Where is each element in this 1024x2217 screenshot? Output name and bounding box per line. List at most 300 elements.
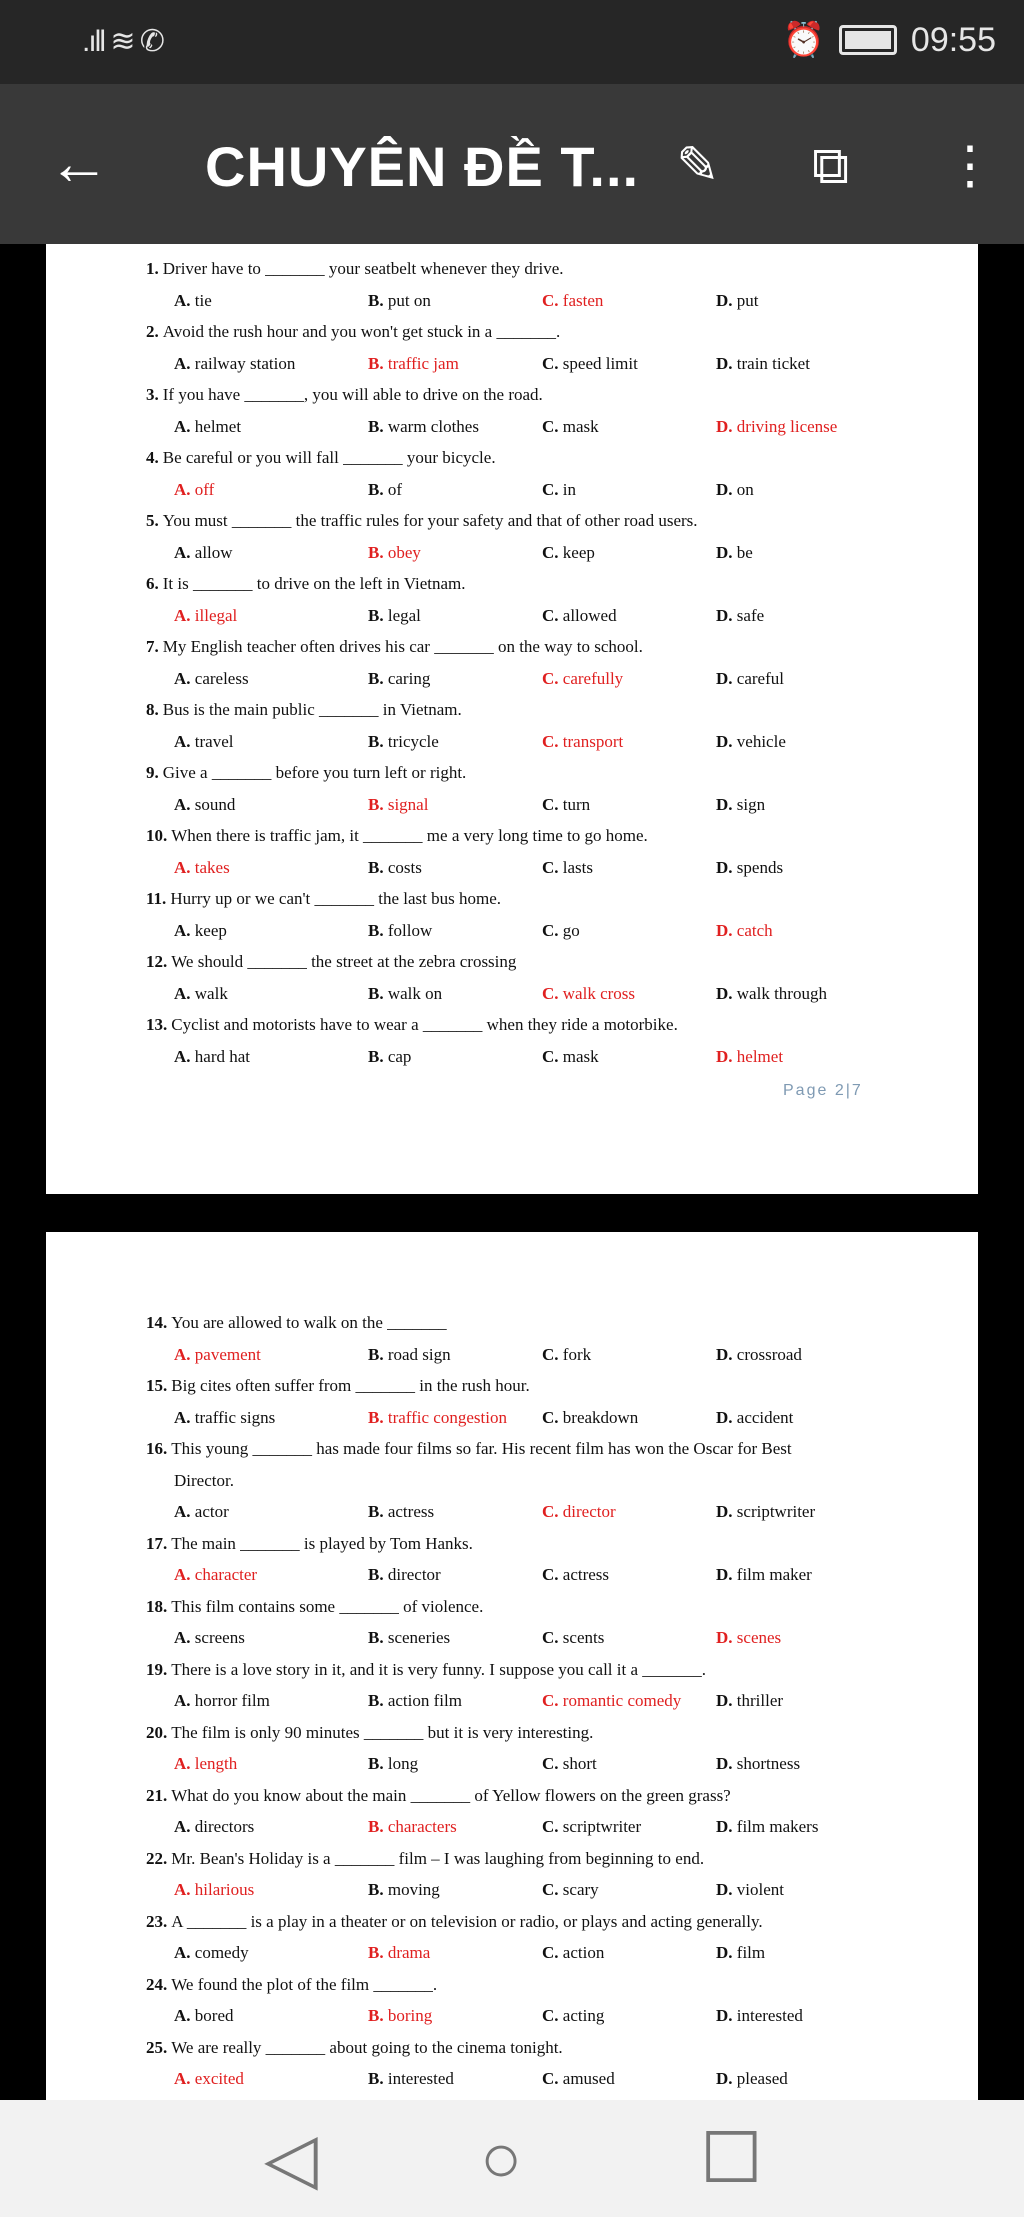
answer-option-correct — [716, 416, 837, 438]
answer-option — [174, 1816, 254, 1838]
option-text: bored — [194, 2006, 234, 2025]
question-text — [146, 384, 543, 406]
question-number: 25. — [146, 2037, 168, 2057]
answer-option — [368, 1627, 450, 1649]
option-letter: A. — [174, 857, 191, 877]
option-text: traffic jam — [387, 353, 459, 373]
question-stem: We found the plot of the film _______. — [171, 1974, 438, 1994]
answer-option-correct — [174, 1564, 257, 1586]
nav-home-icon[interactable]: ○ — [480, 2119, 523, 2197]
option-text: scriptwriter — [736, 1502, 816, 1521]
answer-option — [174, 542, 233, 564]
option-text: thriller — [736, 1691, 784, 1710]
option-text: tie — [194, 290, 212, 310]
answer-option — [716, 1564, 812, 1586]
answer-option — [716, 1942, 765, 1964]
answer-option-correct — [368, 1407, 507, 1429]
answer-option — [542, 605, 617, 627]
option-letter: B. — [368, 1880, 384, 1899]
answer-option — [716, 983, 827, 1005]
answer-option-correct — [174, 479, 214, 501]
answer-option — [542, 1879, 599, 1901]
option-text: be — [736, 542, 753, 562]
option-text: mask — [562, 1046, 599, 1066]
option-text: legal — [387, 605, 421, 625]
answer-option — [368, 731, 439, 753]
more-options-icon[interactable]: ⋮ — [944, 137, 996, 195]
option-text: drama — [387, 1943, 431, 1962]
answer-option-correct — [542, 731, 623, 753]
nav-back-icon[interactable]: ◁ — [264, 2119, 318, 2197]
option-text: breakdown — [562, 1407, 639, 1427]
answer-option — [174, 2005, 234, 2027]
option-letter: A. — [174, 1344, 191, 1364]
question-number: 6. — [146, 574, 159, 593]
question-text — [146, 1312, 447, 1334]
question-text — [146, 699, 462, 721]
option-text: walk through — [736, 983, 827, 1003]
answer-option — [716, 1879, 784, 1901]
question-stem-continued: Director. — [174, 1470, 234, 1490]
option-letter: D. — [716, 2006, 733, 2025]
option-text: traffic congestion — [387, 1407, 507, 1427]
option-letter: D. — [716, 1817, 733, 1836]
option-letter: B. — [368, 794, 384, 814]
back-arrow-icon[interactable]: ← — [48, 129, 110, 198]
question-stem: Avoid the rush hour and you won't get stuck in a _______. — [162, 322, 561, 341]
option-text: cap — [387, 1046, 412, 1066]
answer-option — [368, 668, 430, 690]
option-letter: B. — [368, 1046, 384, 1066]
question-stem: Cyclist and motorists have to wear a _______ when they ride a motorbike. — [171, 1015, 678, 1034]
option-letter: B. — [368, 1943, 384, 1962]
question-number: 24. — [146, 1974, 168, 1994]
option-text: follow — [387, 920, 433, 940]
question-number: 1. — [146, 259, 159, 278]
option-text: costs — [387, 857, 422, 877]
question-stem: Give a _______ before you turn left or right. — [162, 763, 467, 782]
answer-option — [174, 353, 295, 375]
option-text: of — [387, 479, 403, 499]
option-letter: D. — [716, 794, 733, 814]
option-text: sceneries — [387, 1628, 451, 1647]
option-text: length — [194, 1754, 238, 1773]
option-text: careful — [736, 668, 784, 688]
answer-option — [716, 857, 783, 879]
option-letter: C. — [542, 1344, 559, 1364]
option-letter: C. — [542, 1880, 559, 1899]
option-text: turn — [562, 794, 591, 814]
option-text: horror film — [194, 1691, 270, 1710]
option-letter: B. — [368, 353, 384, 373]
option-letter: C. — [542, 479, 559, 499]
question-number: 11. — [146, 889, 167, 908]
question-stem: The main _______ is played by Tom Hanks. — [171, 1533, 473, 1553]
edit-pencil-icon[interactable]: ✎ — [676, 137, 720, 195]
answer-option — [542, 1942, 604, 1964]
option-letter: B. — [368, 605, 384, 625]
answer-option — [368, 290, 431, 312]
question-text — [146, 951, 516, 973]
option-letter: C. — [542, 1628, 559, 1647]
question-number: 13. — [146, 1015, 168, 1034]
question-stem: Bus is the main public _______ in Vietnam. — [162, 700, 462, 719]
answer-option-correct — [368, 353, 459, 375]
option-letter: C. — [542, 920, 559, 940]
answer-option — [542, 2005, 604, 2027]
option-letter: D. — [716, 1691, 733, 1710]
question-number: 23. — [146, 1911, 168, 1931]
question-text — [146, 762, 466, 784]
option-letter: C. — [542, 2006, 559, 2025]
answer-option — [368, 416, 479, 438]
option-text: on — [736, 479, 754, 499]
option-letter: A. — [174, 1817, 191, 1836]
option-text: travel — [194, 731, 234, 751]
question-stem: When there is traffic jam, it _______ me a very long time to go home. — [171, 826, 648, 845]
option-letter: B. — [368, 542, 384, 562]
question-text — [146, 573, 465, 595]
question-stem: It is _______ to drive on the left in Vietnam. — [162, 574, 466, 593]
option-text: helmet — [736, 1046, 784, 1066]
option-text: director — [562, 1502, 616, 1521]
option-letter: D. — [716, 1502, 733, 1521]
option-letter: D. — [716, 857, 733, 877]
option-letter: A. — [174, 1046, 191, 1066]
question-stem: This young _______ has made four films so far. His recent film has won the Oscar for Best — [171, 1439, 792, 1458]
answer-option — [174, 416, 241, 438]
document-page-2 — [46, 244, 978, 1194]
option-text: walk on — [387, 983, 443, 1003]
answer-option-correct — [542, 668, 623, 690]
answer-option — [542, 479, 576, 501]
option-letter: D. — [716, 1344, 733, 1364]
answer-option — [174, 1407, 275, 1429]
option-letter: D. — [716, 668, 733, 688]
option-letter: C. — [542, 1502, 559, 1521]
option-text: character — [194, 1565, 258, 1584]
option-text: romantic comedy — [562, 1691, 682, 1710]
answer-option-correct — [542, 290, 603, 312]
answer-option — [716, 479, 754, 501]
option-letter: C. — [542, 731, 559, 751]
option-text: spends — [736, 857, 784, 877]
option-text: action film — [387, 1691, 462, 1710]
answer-option — [716, 2005, 803, 2027]
option-letter: C. — [542, 416, 559, 436]
answer-option-correct — [542, 1501, 616, 1523]
option-text: caring — [387, 668, 431, 688]
option-text: scenes — [736, 1628, 782, 1647]
option-letter: A. — [174, 2069, 191, 2088]
question-number: 5. — [146, 511, 159, 530]
question-stem: The film is only 90 minutes _______ but it is very interesting. — [171, 1722, 594, 1742]
question-text — [146, 636, 643, 658]
answer-option-correct — [174, 1879, 254, 1901]
question-stem: Mr. Bean's Holiday is a _______ film – I was laughing from beginning to end. — [171, 1848, 705, 1868]
option-letter: B. — [368, 920, 384, 940]
answer-option — [368, 1564, 441, 1586]
option-letter: A. — [174, 353, 191, 373]
option-text: warm clothes — [387, 416, 479, 436]
question-number: 15. — [146, 1376, 168, 1395]
answer-option — [542, 857, 593, 879]
option-letter: C. — [542, 1943, 559, 1962]
question-number: 12. — [146, 952, 168, 971]
question-stem: You are allowed to walk on the _______ — [171, 1313, 447, 1332]
option-letter: C. — [542, 857, 559, 877]
option-letter: B. — [368, 857, 384, 877]
answer-option-correct — [716, 1046, 783, 1068]
answer-option-correct — [174, 605, 237, 627]
answer-option — [716, 1816, 818, 1838]
question-stem: Be careful or you will fall _______ your bicycle. — [162, 448, 496, 467]
option-letter: B. — [368, 1407, 384, 1427]
option-text: screens — [194, 1628, 245, 1647]
answer-option — [368, 2068, 454, 2090]
option-text: actor — [194, 1502, 229, 1521]
option-text: allow — [194, 542, 233, 562]
option-text: carefully — [562, 668, 624, 688]
option-letter: C. — [542, 1046, 559, 1066]
option-text: long — [387, 1754, 419, 1773]
answer-option-correct — [716, 920, 773, 942]
answer-option — [716, 731, 786, 753]
answer-option — [542, 1627, 604, 1649]
question-text — [146, 510, 698, 532]
answer-option — [542, 1816, 641, 1838]
option-text: shortness — [736, 1754, 801, 1773]
option-letter: C. — [542, 1565, 559, 1584]
option-letter: A. — [174, 794, 191, 814]
option-letter: A. — [174, 1754, 191, 1773]
answer-option — [174, 290, 212, 312]
option-text: action — [562, 1943, 605, 1962]
status-time: 09:55 — [910, 20, 996, 59]
option-letter: A. — [174, 542, 191, 562]
option-letter: B. — [368, 479, 384, 499]
option-letter: A. — [174, 1628, 191, 1647]
open-external-icon[interactable]: ⧉ — [812, 137, 850, 195]
option-text: vehicle — [736, 731, 786, 751]
option-letter: B. — [368, 1754, 384, 1773]
question-text — [146, 2037, 563, 2059]
answer-option — [542, 1753, 597, 1775]
answer-option — [174, 794, 235, 816]
question-text — [146, 447, 496, 469]
option-letter: C. — [542, 542, 559, 562]
option-letter: A. — [174, 1880, 191, 1899]
answer-option — [716, 2068, 788, 2090]
option-text: signal — [387, 794, 429, 814]
answer-option — [368, 605, 421, 627]
answer-option — [716, 1753, 800, 1775]
answer-option-correct — [368, 1942, 430, 1964]
option-letter: B. — [368, 1344, 384, 1364]
option-letter: D. — [716, 731, 733, 751]
option-letter: A. — [174, 2006, 191, 2025]
option-text: boring — [387, 2006, 433, 2025]
question-stem: We should _______ the street at the zebra crossing — [171, 952, 517, 971]
option-letter: B. — [368, 2006, 384, 2025]
option-letter: D. — [716, 1943, 733, 1962]
answer-option — [716, 353, 810, 375]
option-text: in — [562, 479, 577, 499]
answer-option-correct — [174, 1753, 237, 1775]
question-text — [146, 1014, 678, 1036]
question-number: 21. — [146, 1785, 168, 1805]
option-text: transport — [562, 731, 624, 751]
question-text — [146, 1848, 704, 1870]
option-letter: D. — [716, 2069, 733, 2088]
answer-option — [716, 668, 784, 690]
option-text: violent — [736, 1880, 784, 1899]
answer-option — [542, 1564, 609, 1586]
option-text: fork — [562, 1344, 592, 1364]
option-letter: D. — [716, 1407, 733, 1427]
option-letter: D. — [716, 353, 733, 373]
question-text — [146, 888, 501, 910]
question-number: 18. — [146, 1596, 168, 1616]
option-letter: A. — [174, 668, 191, 688]
option-text: fasten — [562, 290, 604, 310]
question-stem: Big cites often suffer from _______ in the rush hour. — [171, 1376, 530, 1395]
option-letter: C. — [542, 794, 559, 814]
document-viewer[interactable] — [0, 244, 1024, 2100]
option-text: helmet — [194, 416, 242, 436]
option-text: moving — [387, 1880, 440, 1899]
question-number: 2. — [146, 322, 159, 341]
answer-option — [368, 1879, 440, 1901]
battery-icon — [839, 25, 897, 55]
question-number: 19. — [146, 1659, 168, 1679]
answer-option-correct — [716, 1627, 781, 1649]
option-letter: A. — [174, 1565, 191, 1584]
answer-option-correct — [542, 1690, 681, 1712]
option-text: excited — [194, 2069, 244, 2088]
option-text: go — [562, 920, 580, 940]
answer-option — [174, 731, 233, 753]
option-text: actress — [387, 1502, 435, 1521]
option-text: lasts — [562, 857, 594, 877]
option-letter: C. — [542, 1691, 559, 1710]
nav-recents-icon[interactable]: ☐ — [700, 2119, 763, 2197]
option-text: interested — [736, 2006, 803, 2025]
app-toolbar — [0, 84, 1024, 244]
option-text: film — [736, 1943, 766, 1962]
question-number: 9. — [146, 763, 159, 782]
answer-option — [174, 1046, 250, 1068]
question-number: 14. — [146, 1313, 168, 1332]
option-letter: B. — [368, 1628, 384, 1647]
answer-option — [716, 1690, 783, 1712]
question-number: 3. — [146, 385, 159, 404]
option-text: road sign — [387, 1344, 451, 1364]
answer-option — [716, 1407, 793, 1429]
document-title: CHUYÊN ĐỀ T... — [205, 135, 640, 198]
question-text — [146, 1785, 731, 1807]
option-letter: C. — [542, 605, 559, 625]
question-text — [146, 1974, 437, 1996]
option-text: characters — [387, 1817, 457, 1836]
option-text: illegal — [194, 605, 238, 625]
question-number: 8. — [146, 700, 159, 719]
question-text — [146, 1375, 530, 1397]
option-text: hard hat — [194, 1046, 251, 1066]
option-text: scriptwriter — [562, 1817, 642, 1836]
option-text: careless — [194, 668, 249, 688]
option-letter: D. — [716, 1046, 733, 1066]
answer-option — [716, 290, 759, 312]
answer-option — [174, 920, 227, 942]
option-letter: C. — [542, 1407, 559, 1427]
signal-icon: .ıll ≋ ✆ — [82, 25, 163, 58]
answer-option — [368, 857, 422, 879]
option-text: actress — [562, 1565, 610, 1584]
answer-option — [368, 1046, 411, 1068]
question-text — [146, 321, 560, 343]
question-number: 16. — [146, 1439, 168, 1458]
answer-option — [542, 794, 590, 816]
answer-option — [368, 1753, 418, 1775]
option-letter: B. — [368, 1691, 384, 1710]
option-text: takes — [194, 857, 230, 877]
option-letter: B. — [368, 983, 384, 1003]
option-text: sign — [736, 794, 766, 814]
option-letter: B. — [368, 1502, 384, 1521]
option-text: hilarious — [194, 1880, 255, 1899]
option-text: scents — [562, 1628, 605, 1647]
answer-option — [542, 416, 599, 438]
option-letter: B. — [368, 731, 384, 751]
option-text: amused — [562, 2069, 615, 2088]
question-stem: What do you know about the main _______ of Yellow flowers on the green grass? — [171, 1785, 731, 1805]
option-letter: A. — [174, 605, 191, 625]
option-text: crossroad — [736, 1344, 802, 1364]
question-text — [146, 1438, 792, 1460]
option-letter: A. — [174, 731, 191, 751]
option-text: off — [194, 479, 215, 499]
answer-option — [716, 542, 753, 564]
option-text: mask — [562, 416, 599, 436]
option-text: walk — [194, 983, 228, 1003]
answer-option-correct — [174, 2068, 244, 2090]
question-stem: This film contains some _______ of violence. — [171, 1596, 484, 1616]
answer-option — [716, 605, 764, 627]
option-text: allowed — [562, 605, 617, 625]
option-text: speed limit — [562, 353, 638, 373]
option-text: obey — [387, 542, 421, 562]
answer-option-correct — [174, 857, 230, 879]
question-number: 10. — [146, 826, 168, 845]
answer-option — [542, 1407, 638, 1429]
question-number: 22. — [146, 1848, 168, 1868]
option-letter: C. — [542, 353, 559, 373]
option-text: sound — [194, 794, 236, 814]
question-number: 20. — [146, 1722, 168, 1742]
option-letter: C. — [542, 668, 559, 688]
option-text: train ticket — [736, 353, 810, 373]
option-letter: A. — [174, 290, 191, 310]
option-letter: A. — [174, 920, 191, 940]
option-text: put on — [387, 290, 431, 310]
question-stem: If you have _______, you will able to drive on the road. — [162, 385, 543, 404]
option-letter: A. — [174, 1943, 191, 1962]
option-text: pleased — [736, 2069, 788, 2088]
question-stem: My English teacher often drives his car _______ on the way to school. — [162, 637, 643, 656]
question-number: 4. — [146, 448, 159, 467]
option-text: tricycle — [387, 731, 439, 751]
